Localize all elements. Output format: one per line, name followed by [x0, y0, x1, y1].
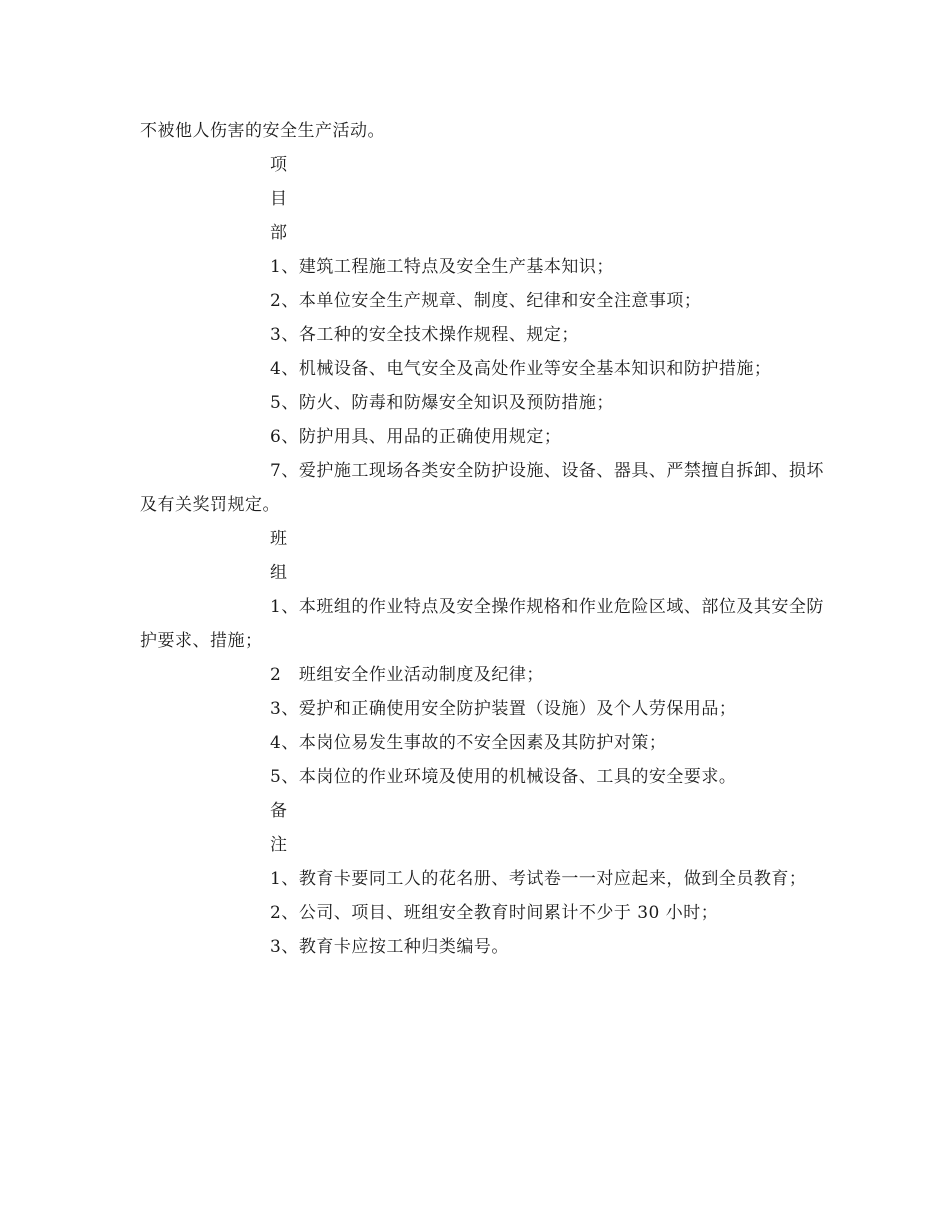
document-body — [140, 114, 830, 964]
list-item: 2 班组安全作业活动制度及纪律； — [270, 665, 544, 685]
list-item: 3、教育卡应按工种归类编号。 — [270, 937, 509, 957]
section-heading-char: 项 — [270, 155, 288, 175]
list-item: 3、爱护和正确使用安全防护装置（设施）及个人劳保用品； — [270, 699, 737, 719]
section-heading-char: 组 — [270, 563, 288, 583]
list-item: 5、防火、防毒和防爆安全知识及预防措施； — [270, 393, 614, 413]
list-item: 6、防护用具、用品的正确使用规定； — [270, 427, 562, 447]
list-item: 4、本岗位易发生事故的不安全因素及其防护对策； — [270, 733, 667, 753]
list-item: 2、本单位安全生产规章、制度、纪律和安全注意事项； — [270, 291, 702, 311]
section-heading-char: 班 — [270, 529, 288, 549]
list-item: 3、各工种的安全技术操作规程、规定； — [270, 325, 579, 345]
section-heading-char: 目 — [270, 189, 288, 209]
list-item: 7、爱护施工现场各类安全防护设施、设备、器具、严禁擅自拆卸、损坏及有关奖罚规定。 — [140, 461, 824, 515]
list-item: 1、教育卡要同工人的花名册、考试卷一一对应起来，做到全员教育； — [270, 869, 807, 889]
section-heading-char: 备 — [270, 801, 288, 821]
list-item: 4、机械设备、电气安全及高处作业等安全基本知识和防护措施； — [270, 359, 772, 379]
section-heading-char: 注 — [270, 835, 288, 855]
list-item: 1、建筑工程施工特点及安全生产基本知识； — [270, 257, 614, 277]
list-item: 1、本班组的作业特点及安全操作规格和作业危险区域、部位及其安全防护要求、措施； — [140, 597, 824, 651]
section-heading-char: 部 — [270, 223, 288, 243]
text-line: 不被他人伤害的安全生产活动。 — [140, 121, 385, 141]
list-item: 5、本岗位的作业环境及使用的机械设备、工具的安全要求。 — [270, 767, 737, 787]
list-item: 2、公司、项目、班组安全教育时间累计不少于 30 小时； — [270, 903, 719, 923]
